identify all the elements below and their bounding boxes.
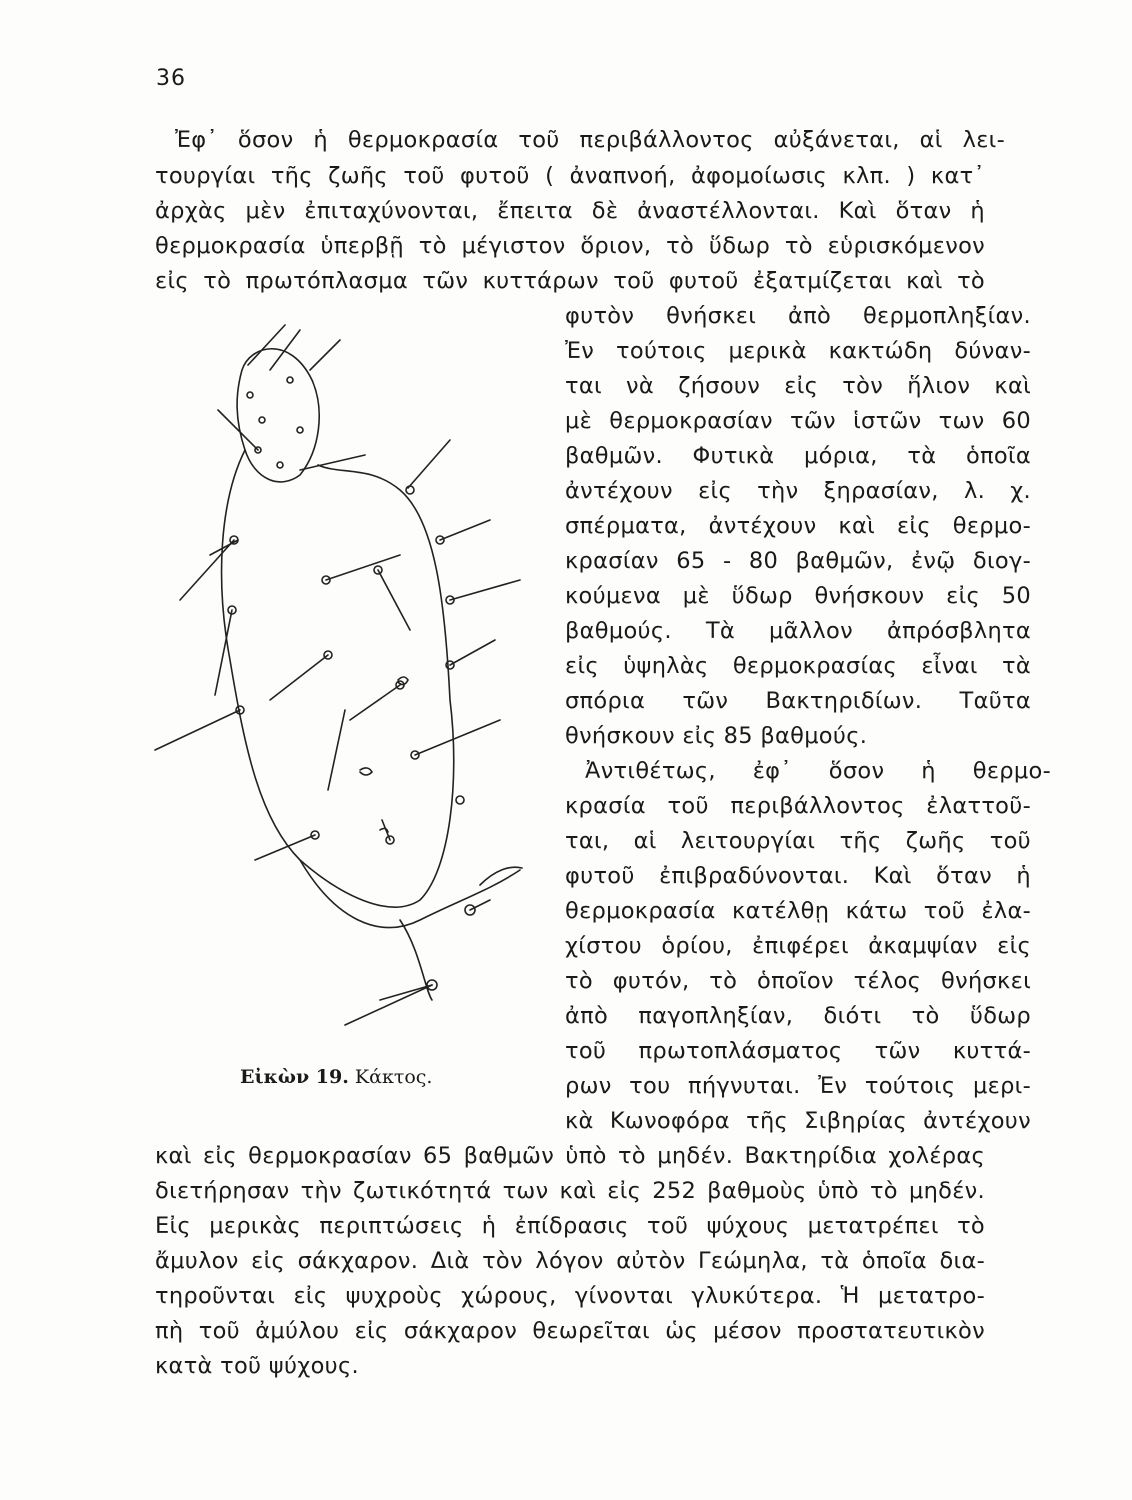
figure-caption xyxy=(240,1066,432,1088)
text-line: θνήσκουν εἰς 85 βαθμούς. xyxy=(565,723,868,749)
text-line: Ἐφ᾽ ὅσον ἡ θερμοκρασία τοῦ περιβάλλοντος αὐξάνεται, αἱ λει- xyxy=(175,127,1005,153)
cactus-illustration xyxy=(150,300,560,1060)
page-number: 36 xyxy=(156,66,186,91)
text-line: ἀντέχουν εἰς τὴν ξηρασίαν, λ. χ. xyxy=(565,478,1031,504)
figure-label: Εἰκὼν 19. xyxy=(240,1066,349,1088)
text-line: ται, αἱ λειτουργίαι τῆς ζωῆς τοῦ xyxy=(565,828,1031,854)
text-line: Εἰς μερικὰς περιπτώσεις ἡ ἐπίδρασις τοῦ ψύχους μετατρέπει τὸ xyxy=(155,1213,985,1239)
text-line: μὲ θερμοκρασίαν τῶν ἱστῶν των 60 xyxy=(565,408,1031,434)
text-line: κρασία τοῦ περιβάλλοντος ἐλαττοῦ- xyxy=(565,793,1031,819)
text-line: τὸ φυτόν, τὸ ὁποῖον τέλος θνήσκει xyxy=(565,968,1031,994)
text-line: καὶ εἰς θερμοκρασίαν 65 βαθμῶν ὑπὸ τὸ μηδέν. Βακτηρίδια χολέρας xyxy=(155,1143,985,1169)
text-line: φυτὸν θνήσκει ἀπὸ θερμοπληξίαν. xyxy=(565,303,1031,329)
text-line: ἀρχὰς μὲν ἐπιταχύνονται, ἔπειτα δὲ ἀναστέλλονται. Καὶ ὅταν ἡ xyxy=(155,198,985,224)
text-line: πὴ τοῦ ἀμύλου εἰς σάκχαρον θεωρεῖται ὡς μέσον προστατευτικὸν xyxy=(155,1318,985,1344)
text-line: Ἐν τούτοις μερικὰ κακτώδη δύναν- xyxy=(565,338,1031,364)
text-line: τουργίαι τῆς ζωῆς τοῦ φυτοῦ ( ἀναπνοή, ἀφομοίωσις κλπ. ) κατ᾽ xyxy=(155,163,985,189)
text-line: ται νὰ ζήσουν εἰς τὸν ἥλιον καὶ xyxy=(565,373,1031,399)
text-line: θερμοκρασία κατέλθῃ κάτω τοῦ ἐλα- xyxy=(565,898,1031,924)
text-line: ἀπὸ παγοπληξίαν, διότι τὸ ὕδωρ xyxy=(565,1003,1031,1029)
text-line: διετήρησαν τὴν ζωτικότητά των καὶ εἰς 252 βαθμοὺς ὑπὸ τὸ μηδέν. xyxy=(155,1178,985,1204)
text-line: φυτοῦ ἐπιβραδύνονται. Καὶ ὅταν ἡ xyxy=(565,863,1031,889)
cactus-drawing xyxy=(150,300,560,1060)
text-line: κατὰ τοῦ ψύχους. xyxy=(155,1353,359,1379)
text-line: ἄμυλον εἰς σάκχαρον. Διὰ τὸν λόγον αὐτὸν Γεώμηλα, τὰ ὁποῖα δια- xyxy=(155,1248,985,1274)
figure-title: Κάκτος. xyxy=(354,1066,433,1088)
text-line: τηροῦνται εἰς ψυχροὺς χώρους, γίνονται γλυκύτερα. Ἡ μετατρο- xyxy=(155,1283,985,1309)
text-line: σπόρια τῶν Βακτηριδίων. Ταῦτα xyxy=(565,688,1031,714)
text-line: εἰς τὸ πρωτόπλασμα τῶν κυττάρων τοῦ φυτοῦ ἐξατμίζεται καὶ τὸ xyxy=(155,268,985,294)
text-line: κούμενα μὲ ὕδωρ θνήσκουν εἰς 50 xyxy=(565,583,1031,609)
text-line: κὰ Κωνοφόρα τῆς Σιβηρίας ἀντέχουν xyxy=(565,1108,1031,1134)
text-line: χίστου ὁρίου, ἐπιφέρει ἀκαμψίαν εἰς xyxy=(565,933,1031,959)
text-line: θερμοκρασία ὑπερβῇ τὸ μέγιστον ὅριον, τὸ ὕδωρ τὸ εὑρισκόμενον xyxy=(155,233,985,259)
text-line: βαθμούς. Τὰ μᾶλλον ἀπρόσβλητα xyxy=(565,618,1031,644)
text-line: ρων του πήγνυται. Ἐν τούτοις μερι- xyxy=(565,1073,1031,1099)
text-line: σπέρματα, ἀντέχουν καὶ εἰς θερμο- xyxy=(565,513,1031,539)
text-line: τοῦ πρωτοπλάσματος τῶν κυττά- xyxy=(565,1038,1031,1064)
text-line: κρασίαν 65 - 80 βαθμῶν, ἐνῷ διογ- xyxy=(565,548,1031,574)
text-line: εἰς ὑψηλὰς θερμοκρασίας εἶναι τὰ xyxy=(565,653,1031,679)
text-line: βαθμῶν. Φυτικὰ μόρια, τὰ ὁποῖα xyxy=(565,443,1031,469)
text-line: Ἀντιθέτως, ἐφ᾽ ὅσον ἡ θερμο- xyxy=(585,758,1051,784)
